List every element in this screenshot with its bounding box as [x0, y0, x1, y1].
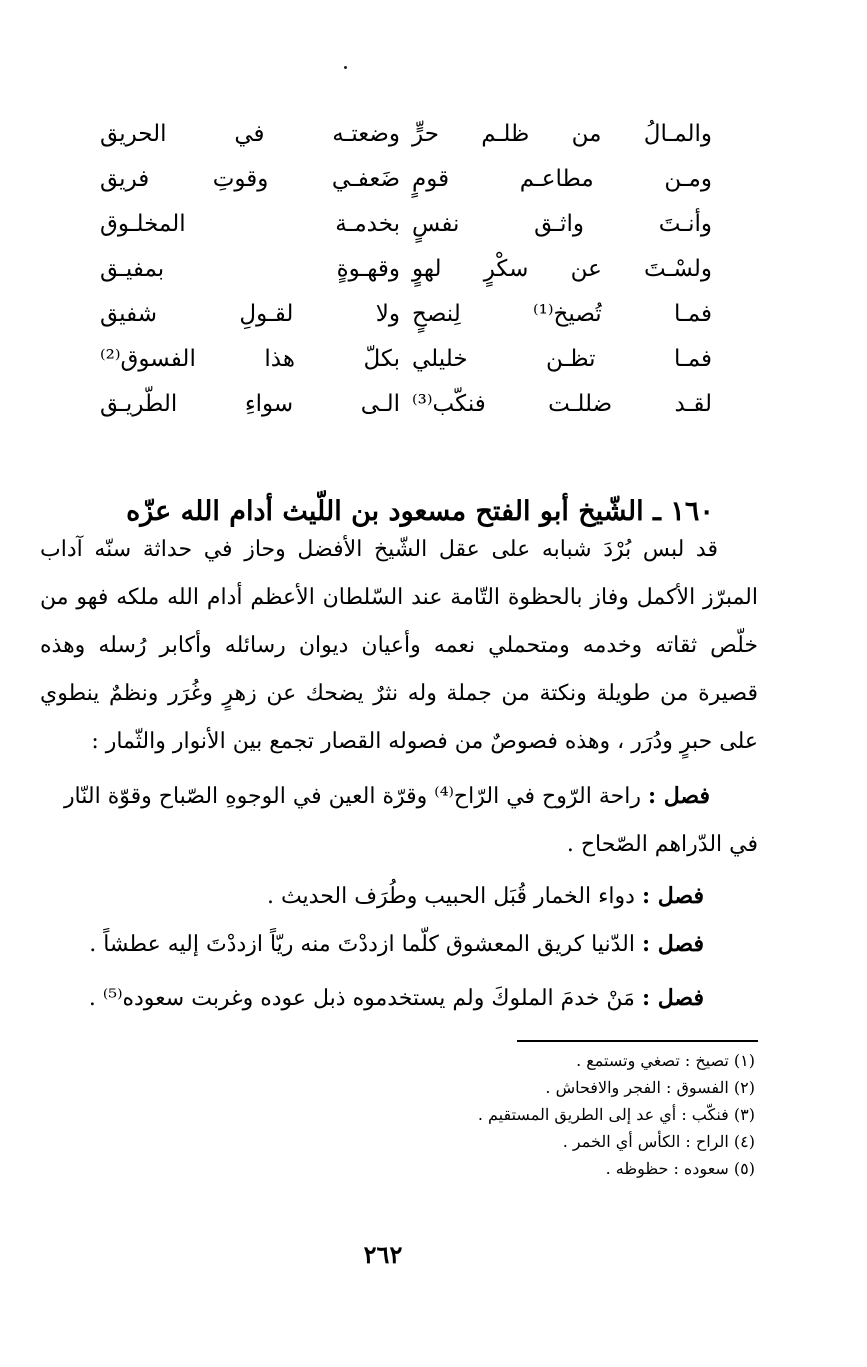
- word: ولسْـتَ: [644, 256, 712, 282]
- footnote: (٥) سعوده : حظوظه .: [605, 1159, 755, 1178]
- page-number: ٢٦٢: [363, 1240, 403, 1269]
- word: وقوتِ: [212, 166, 269, 192]
- word: ومـن: [664, 166, 712, 192]
- intro-text: قد لبس بُرْدَ شبابه على عقل الشّيخ الأفضل وحاز في حداثة سنّه آداب المبرّز الأكمل وفاز بالحظوة التّامة عند السّلطان الأعظم أدام الله ملكه فهو من خلّص ثقاته وخدمه ومتحملي نعمه وأعيان ديوان رسائله وأكابر رُسله وهذه قصيرة من طويلة ونكتة من جملة وله نثرٌ يضحك عن زهرٍ وغُرَر ونظمٌ ينطوي على حبرٍ ودُرَر ، وهذه فصوصٌ من فصوله القصار تجمع بين الأنوار والثّمار :: [40, 537, 758, 754]
- word: فنكّب⁽³⁾: [412, 391, 486, 417]
- word: ولا: [375, 301, 400, 327]
- word: الـى: [360, 391, 400, 417]
- fasl-label: فصل :: [647, 783, 710, 809]
- hemistich-left: [100, 247, 400, 292]
- footnote: (٤) الراح : الكأس أي الخمر .: [562, 1132, 755, 1151]
- hemistich-right: [412, 337, 712, 382]
- word: الحريق: [100, 121, 167, 147]
- fasl-label: فصل :: [641, 883, 704, 909]
- word: والمـالُ: [643, 121, 712, 147]
- word: نفسٍ: [412, 211, 460, 237]
- word: بمفيـق: [100, 256, 165, 282]
- word: سواءِ: [244, 391, 294, 417]
- hemistich-left: [100, 202, 400, 247]
- word: الطّريـق: [100, 391, 178, 417]
- word: سكْرٍ: [483, 256, 529, 282]
- verse: [100, 157, 712, 202]
- footnote: (١) تصيخ : تصغي وتستمع .: [576, 1051, 755, 1070]
- hemistich-right: [412, 292, 712, 337]
- verse: [100, 247, 712, 292]
- fasl-text: دواء الخمار قُبَل الحبيب وطُرَف الحديث .: [266, 884, 635, 909]
- word: بكلّ: [363, 346, 400, 372]
- intro-paragraph: [40, 526, 758, 766]
- hemistich-left: [100, 292, 400, 337]
- word: لقـولِ: [239, 301, 294, 327]
- word: تظـن: [546, 346, 596, 372]
- section-heading: ١٦٠ ـ الشّيخ أبو الفتح مسعود بن اللّيث أدام الله عزّه: [126, 496, 714, 528]
- verse: [100, 382, 712, 427]
- word: من: [571, 121, 602, 147]
- fasl-1: [40, 772, 758, 869]
- word: لِنصحٍ: [412, 301, 461, 327]
- word: تُصيخ⁽¹⁾: [533, 301, 602, 327]
- word: فمـا: [673, 301, 712, 327]
- word: لقـد: [674, 391, 712, 417]
- word: خليلي: [412, 346, 468, 372]
- word: ضللـت: [548, 391, 613, 417]
- word: في: [234, 121, 265, 147]
- fasl-4: [40, 974, 758, 1023]
- fasl-label: فصل :: [641, 931, 704, 957]
- word: واثـق: [534, 211, 584, 237]
- print-mark: [344, 66, 347, 69]
- word: بخدمـة: [335, 211, 400, 237]
- footnote: (٢) الفسوق : الفجر والافحاش .: [545, 1078, 755, 1097]
- footnote: (٣) فنكّب : أي عد إلى الطريق المستقيم .: [477, 1105, 755, 1124]
- word: لهوٍ: [412, 256, 442, 282]
- hemistich-right: [412, 382, 712, 427]
- word: عن: [570, 256, 602, 282]
- word: قومٍ: [412, 166, 450, 192]
- word: هذا: [264, 346, 295, 372]
- word: فريق: [100, 166, 150, 192]
- hemistich-left: [100, 337, 400, 382]
- verse: [100, 112, 712, 157]
- word: فمـا: [673, 346, 712, 372]
- word: وأنـتَ: [658, 211, 712, 237]
- footnotes: [300, 1047, 755, 1182]
- hemistich-right: [412, 247, 712, 292]
- word: ظلـم: [481, 121, 530, 147]
- hemistich-left: [100, 112, 400, 157]
- hemistich-left: [100, 382, 400, 427]
- hemistich-left: [100, 157, 400, 202]
- fasl-2: [40, 872, 758, 921]
- word: الفسوق⁽²⁾: [100, 346, 196, 372]
- word: شفيق: [100, 301, 158, 327]
- poem: [100, 112, 712, 427]
- word: وضعتـه: [332, 121, 400, 147]
- fasl-text: مَنْ خدمَ الملوكَ ولم يستخدموه ذبل عوده وغربت سعوده⁽⁵⁾ .: [88, 986, 635, 1011]
- word: ضَعفـي: [331, 166, 400, 192]
- word: مطاعـم: [519, 166, 594, 192]
- word: حرٍّ: [412, 121, 439, 147]
- hemistich-right: [412, 112, 712, 157]
- hemistich-right: [412, 202, 712, 247]
- fasl-label: فصل :: [641, 985, 704, 1011]
- fasl-text: الدّنيا كريق المعشوق كلّما ازددْتَ منه ريّاً ازددْتَ إليه عطشاً .: [89, 932, 635, 957]
- fasl-3: [40, 920, 758, 969]
- fasl-text: راحة الرّوح في الرّاح⁽⁴⁾ وقرّة العين في الوجوهِ الصّباح وقوّة النّار في الدّراهم الصّحاح .: [63, 784, 758, 857]
- verse: [100, 337, 712, 382]
- word: وقهـوةٍ: [336, 256, 400, 282]
- verse: [100, 202, 712, 247]
- word: المخلـوق: [100, 211, 186, 237]
- footnote-rule: [517, 1040, 758, 1042]
- verse: [100, 292, 712, 337]
- hemistich-right: [412, 157, 712, 202]
